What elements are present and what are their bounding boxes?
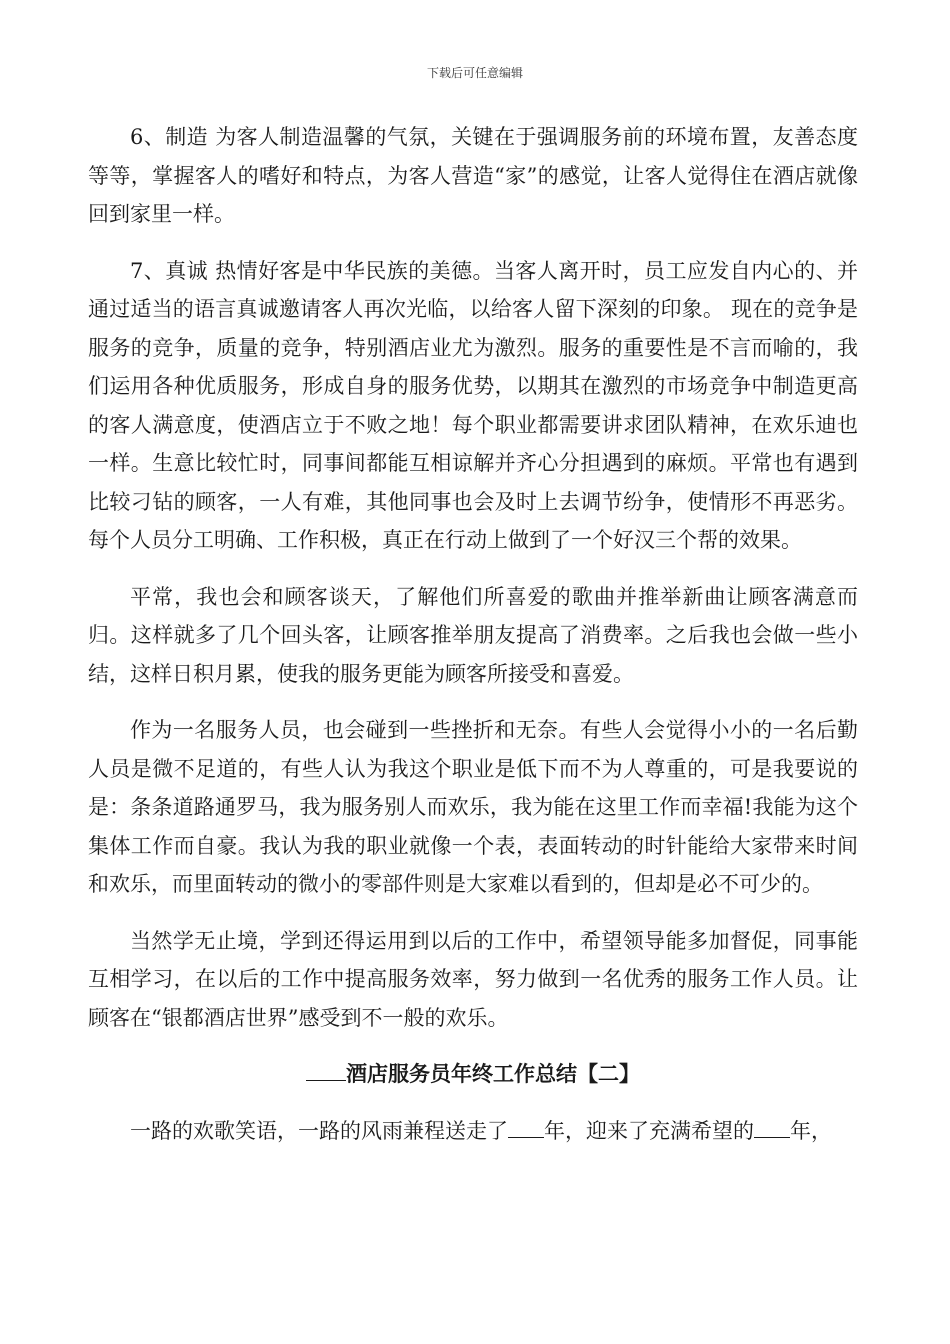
paragraph-6-part3: 年，: [790, 1118, 832, 1143]
page-header: 下载后可任意编辑: [426, 66, 523, 80]
paragraph-6: [88, 1112, 858, 1151]
paragraph-2: 7、真诚 热情好客是中华民族的美德。当客人离开时，员工应发自内心的、并通过适当的语言真诚邀请客人再次光临，以给客人留下深刻的印象。 现在的竞争是服务的竞争，质量的竞争，特别酒店业尤为激烈。服务的重要性是不言而喻的，我们运用各种优质服务，形成自身的服务优势，以期其在激烈的市场竞争中制造更高的客人满意度，使酒店立于不败之地！每个职业都需要讲求团队精神，在欢乐迪也一样。生意比较忙时，同事间都能互相谅解并齐心分担遇到的麻烦。平常也有遇到比较刁钻的顾客，一人有难，其他同事也会及时上去调节纷争，使情形不再恶劣。每个人员分工明确、工作积极，真正在行动上做到了一个好汉三个帮的效果。: [88, 258, 858, 552]
paragraph-3: 平常，我也会和顾客谈天，了解他们所喜爱的歌曲并推举新曲让顾客满意而归。这样就多了几个回头客，让顾客推举朋友提高了消费率。之后我也会做一些小结，这样日积月累，使我的服务更能为顾客所接受和喜爱。: [88, 584, 858, 686]
document-body: [88, 118, 858, 1168]
paragraph-5: 当然学无止境，学到还得运用到以后的工作中，希望领导能多加督促，同事能互相学习，在以后的工作中提高服务效率，努力做到一名优秀的服务工作人员。让顾客在“银都酒店世界”感受到不一般的欢乐。: [88, 928, 858, 1030]
section-heading: [88, 1055, 858, 1094]
paragraph-4: 作为一名服务人员，也会碰到一些挫折和无奈。有些人会觉得小小的一名后勤人员是微不足道的，有些人认为我这个职业是低下而不为人尊重的，可是我要说的是：条条道路通罗马，我为服务别人而欢乐，我为能在这里工作而幸福!我能为这个集体工作而自豪。我认为我的职业就像一个表，表面转动的时针能给大家带来时间和欢乐，而里面转动的微小的零部件则是大家难以看到的，但却是必不可少的。: [88, 718, 858, 896]
paragraph-1: 6、制造 为客人制造温馨的气氛，关键在于强调服务前的环境布置，友善态度等等，掌握客人的嗜好和特点，为客人营造“家”的感觉，让客人觉得住在酒店就像回到家里一样。: [88, 125, 858, 226]
paragraph-6-part2: 年，迎来了充满希望的: [544, 1118, 754, 1143]
heading-blank: [306, 1056, 346, 1081]
year-blank-2: [754, 1113, 790, 1138]
paragraph-6-part1: 一路的欢歌笑语，一路的风雨兼程送走了: [130, 1118, 508, 1143]
section-heading-text: 酒店服务员年终工作总结【二】: [346, 1061, 640, 1086]
year-blank-1: [508, 1113, 544, 1138]
